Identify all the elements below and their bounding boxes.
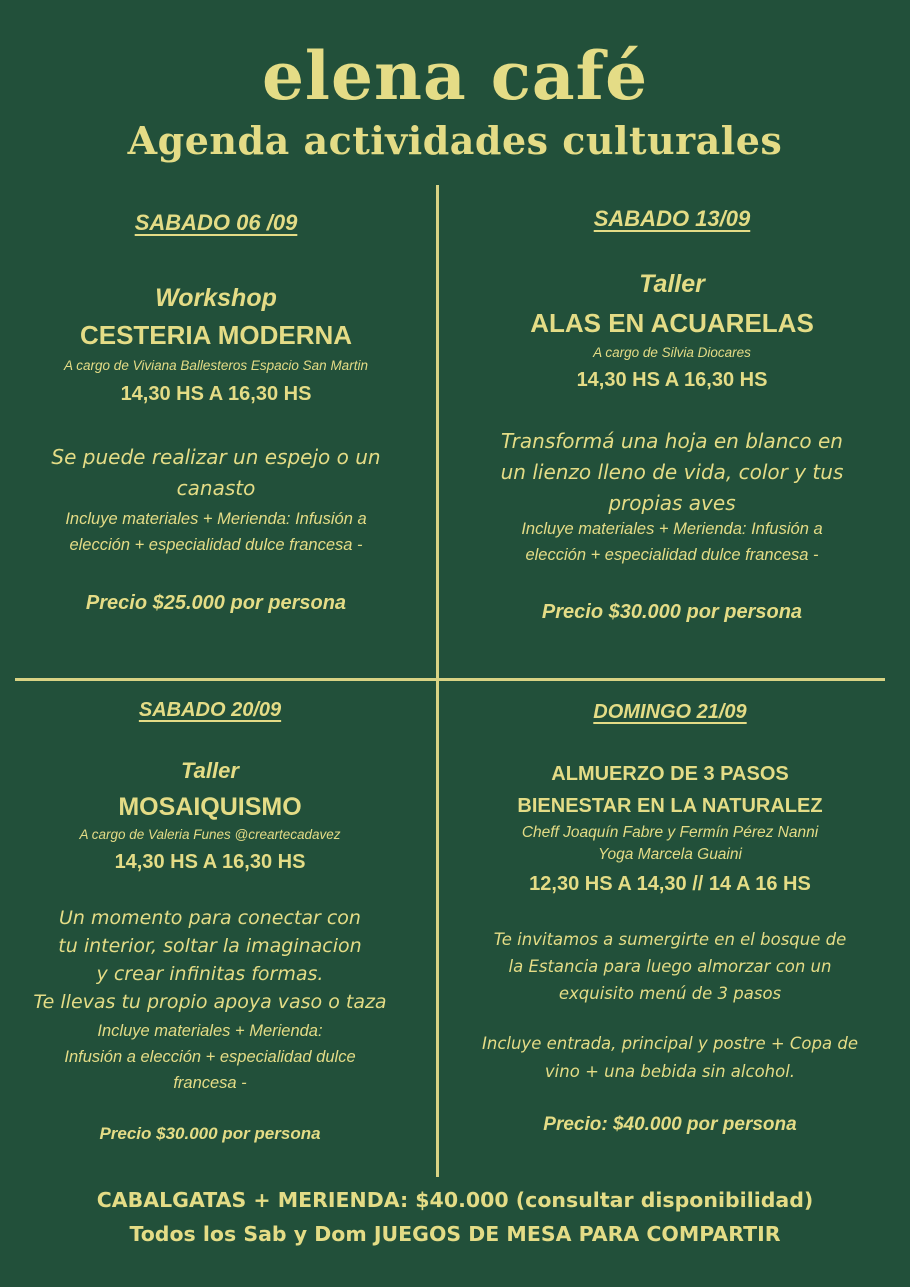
event-kind: Taller [181, 758, 239, 783]
event-host: A cargo de Viviana Ballesteros Espacio San Martin [64, 358, 368, 373]
event-includes: Incluye entrada, principal y postre + Copa de vino + una bebida sin alcohol. [482, 1034, 858, 1081]
event-time: 14,30 HS A 16,30 HS [120, 383, 312, 405]
event-price: Precio $30.000 por persona [541, 601, 803, 623]
event-price: Precio $25.000 por persona [85, 592, 347, 614]
event-includes: Incluye materiales + Merienda: Infusión a elección + especialidad dulce francesa - [64, 1022, 356, 1092]
horizontal-divider [15, 678, 885, 681]
event-time: 14,30 HS A 16,30 HS [114, 851, 306, 873]
event-includes: Incluye materiales + Merienda: Infusión a elección + especialidad dulce francesa - [521, 520, 823, 564]
event-host: Cheff Joaquín Fabre y Fermín Pérez Nanni Yoga Marcela Guaini [521, 824, 819, 863]
event-kind: Taller [639, 270, 705, 298]
footer-cabalgatas: CABALGATAS + MERIENDA: $40.000 (consultar disponibilidad) [96, 1188, 814, 1212]
event-price: Precio: $40.000 por persona [543, 1114, 797, 1135]
event-date: SABADO 20/09 [138, 699, 282, 721]
event-date: SABADO 06 /09 [134, 210, 298, 235]
event-description: Se puede realizar un espejo o un canasto [51, 445, 381, 500]
event-name: CESTERIA MODERNA [79, 320, 353, 350]
event-description: Transformá una hoja en blanco en un lienzo lleno de vida, color y tus propias aves [500, 429, 844, 515]
page-subtitle: Agenda actividades culturales [127, 118, 783, 163]
vertical-divider [436, 185, 439, 1177]
event-description: Un momento para conectar con tu interior, soltar la imaginacion y crear infinitas formas. Te llevas tu propio apoya vaso o taza [33, 907, 387, 1013]
event-price: Precio $30.000 por persona [99, 1124, 321, 1143]
event-time: 12,30 HS A 14,30 // 14 A 16 HS [529, 873, 811, 895]
event-date: SABADO 13/09 [593, 206, 751, 231]
event-includes: Incluye materiales + Merienda: Infusión a elección + especialidad dulce francesa - [65, 510, 367, 554]
event-host: A cargo de Silvia Diocares [593, 345, 751, 360]
event-name: MOSAIQUISMO [118, 793, 302, 821]
brand-title: elena café [261, 37, 649, 115]
event-name: ALMUERZO DE 3 PASOS BIENESTAR EN LA NATURALEZ [517, 763, 823, 817]
event-host: A cargo de Valeria Funes @creartecadavez [79, 827, 341, 842]
footer-juegos: Todos los Sab y Dom JUEGOS DE MESA PARA COMPARTIR [129, 1222, 781, 1246]
event-name: ALAS EN ACUARELAS [530, 308, 814, 338]
event-date: DOMINGO 21/09 [593, 701, 747, 723]
event-time: 14,30 HS A 16,30 HS [576, 369, 768, 391]
event-description: Te invitamos a sumergirte en el bosque de la Estancia para luego almorzar con un exquisito menú de 3 pasos [493, 930, 847, 1003]
event-kind: Workshop [155, 284, 277, 312]
